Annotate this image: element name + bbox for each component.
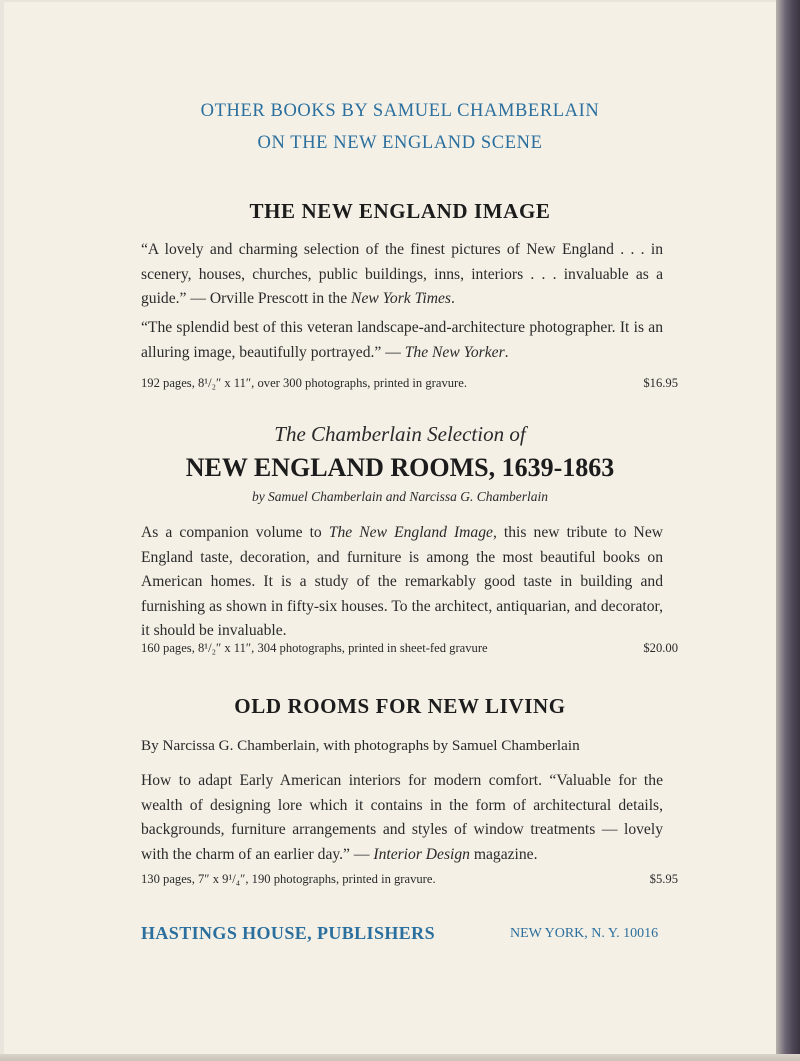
book1-review-2-end: . xyxy=(504,343,509,361)
book1-review-1 xyxy=(141,238,663,312)
book2-desc-start: As a companion volume to xyxy=(141,524,329,541)
book3-desc-text: How to adapt Early American interiors for modern comfort. “Valuable for the wealth of designing lore which it contains in the form of architectural details, backgrounds, furniture arrangements and styles of window treatments — lovely with the charm of an earlier day.” — xyxy=(141,772,663,863)
book2-desc-rest: , this new tribute to New England taste, decoration, and furniture is among the most beautiful books on American homes. It is a study of the remarkably good taste in building and furnishing as shown in fifty-six houses. To the architect, antiquarian, and decorator, it should be invaluable. xyxy=(141,524,663,639)
book1-review-1-source: New York Times xyxy=(351,290,451,307)
book1-review-1-text: “A lovely and charming selection of the finest pictures of New England . . . in scenery, houses, churches, public buildings, inns, interiors . . . invaluable as a guide.” — Orville Prescott in the xyxy=(141,241,663,307)
header-line-2: ON THE NEW ENGLAND SCENE xyxy=(257,133,543,153)
book1-review-2-source: The New Yorker xyxy=(404,343,505,361)
book1-spec: 192 pages, 8¹/₂″ x 11″, over 300 photographs, printed in gravure. xyxy=(141,376,467,390)
book2-spec: 160 pages, 8¹/₂″ x 11″, 304 photographs, printed in sheet-fed gravure xyxy=(141,641,488,655)
jacket-spine-edge xyxy=(776,0,800,1061)
book1-price: $16.95 xyxy=(643,376,678,390)
book1-review-2-text: “The splendid best of this veteran landscape-and-architecture photographer. It is an alluring image, beautifully portrayed.” — xyxy=(141,319,663,361)
book3-description xyxy=(141,769,663,867)
jacket-bottom-edge xyxy=(0,1054,800,1061)
book3-spec-row xyxy=(141,872,678,887)
book3-price: $5.95 xyxy=(649,872,678,886)
book2-price: $20.00 xyxy=(643,641,678,655)
book3-title: OLD ROOMS FOR NEW LIVING xyxy=(234,694,566,718)
publisher-name: HASTINGS HOUSE, PUBLISHERS xyxy=(141,923,435,943)
publisher-address: NEW YORK, N. Y. 10016 xyxy=(510,926,659,941)
book1-review-1-end: . xyxy=(451,290,455,307)
book3-desc-source: Interior Design xyxy=(373,845,470,863)
book3-spec: 130 pages, 7″ x 9¹/₄″, 190 photographs, printed in gravure. xyxy=(141,872,436,886)
header-line-1: OTHER BOOKS BY SAMUEL CHAMBERLAIN xyxy=(200,101,600,121)
book2-description xyxy=(141,521,663,644)
book1-title: THE NEW ENGLAND IMAGE xyxy=(249,199,551,223)
book1-review-2 xyxy=(141,316,663,365)
book3-author-line: By Narcissa G. Chamberlain, with photographs by Samuel Chamberlain xyxy=(141,737,580,754)
book2-byline: by Samuel Chamberlain and Narcissa G. Chamberlain xyxy=(251,489,549,504)
book2-desc-ref: The New England Image xyxy=(328,524,493,541)
book3-desc-end: magazine. xyxy=(469,845,538,863)
book2-spec-row xyxy=(141,641,678,656)
book2-title: NEW ENGLAND ROOMS, 1639-1863 xyxy=(185,453,615,482)
book1-spec-row xyxy=(141,376,678,391)
book2-series-line: The Chamberlain Selection of xyxy=(274,422,526,446)
